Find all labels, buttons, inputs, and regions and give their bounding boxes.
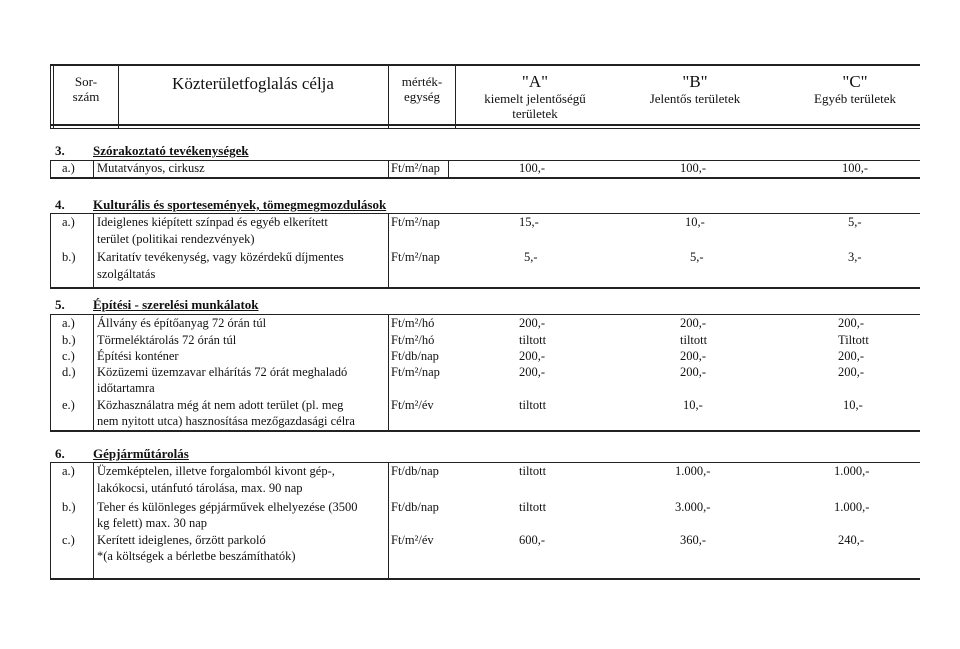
row-text-line1: Közhasználatra még át nem adott terület (pl. meg: [97, 398, 344, 412]
row-unit: Ft/db/nap: [391, 349, 439, 363]
header-col-c-title: "C": [842, 72, 868, 91]
section-title: Építési - szerelési munkálatok: [93, 297, 259, 312]
section-title: Szórakoztató tevékenységek: [93, 143, 249, 158]
header-col-b: [615, 72, 775, 106]
header-col-c: [780, 72, 930, 106]
row-unit: Ft/m²/nap: [391, 250, 440, 264]
row-value-c: 5,-: [848, 215, 862, 229]
row-value-a: tiltott: [519, 464, 547, 478]
row-value-c: 10,-: [843, 398, 863, 412]
row-value-a: 5,-: [524, 250, 538, 264]
row-text-line2: *(a költségek a bérletbe beszámíthatók): [97, 549, 296, 563]
row-id: a.): [62, 316, 75, 330]
row-id: a.): [62, 215, 75, 229]
row-value-a: 100,-: [519, 161, 546, 175]
row-value-b: 360,-: [680, 533, 707, 547]
header-col-a-sub1: kiemelt jelentőségű: [484, 91, 586, 106]
header-col-a-title: "A": [521, 72, 549, 91]
section-title: Gépjárműtárolás: [93, 446, 189, 461]
section-number: 4.: [55, 197, 65, 212]
row-text-line1: Üzemképtelen, illetve forgalomból kivont gép-,: [97, 464, 335, 478]
row-id: b.): [62, 500, 76, 514]
row-value-b: 1.000,-: [675, 464, 711, 478]
header-col-number-line2: szám: [72, 89, 100, 104]
row-value-b: 200,-: [680, 349, 707, 363]
row-value-a: 200,-: [519, 349, 546, 363]
row-value-a: 200,-: [519, 365, 546, 379]
row-value-c: 200,-: [838, 365, 865, 379]
row-text-line2: időtartamra: [97, 381, 155, 395]
row-id: e.): [62, 398, 75, 412]
row-id: a.): [62, 161, 75, 175]
row-value-b: 100,-: [680, 161, 707, 175]
header-col-c-sub: Egyéb területek: [814, 91, 896, 106]
row-id: a.): [62, 464, 75, 478]
section-number: 6.: [55, 446, 65, 461]
header-col-b-title: "B": [682, 72, 708, 91]
header-col-purpose: Közterületfoglalás célja: [172, 74, 334, 93]
row-unit: Ft/db/nap: [391, 464, 439, 478]
row-id: c.): [62, 349, 75, 363]
row-value-c: 100,-: [842, 161, 869, 175]
header-col-unit-line1: mérték-: [401, 74, 443, 89]
header-col-number-line1: Sor-: [74, 74, 98, 89]
row-value-c: 240,-: [838, 533, 865, 547]
row-value-c: 3,-: [848, 250, 862, 264]
header-col-unit-line2: egység: [403, 89, 441, 104]
row-text-line2: kg felett) max. 30 nap: [97, 516, 208, 530]
row-text-line2: nem nyitott utca) hasznosítása mezőgazdasági célra: [97, 414, 355, 428]
row-unit: Ft/m²/nap: [391, 161, 440, 175]
row-value-c: Tiltott: [838, 333, 869, 347]
section-title: Kulturális és sportesemények, tömegmegmozdulások: [93, 197, 387, 212]
row-value-c: 200,-: [838, 349, 865, 363]
row-value-b: 200,-: [680, 365, 707, 379]
row-value-a: 15,-: [519, 215, 539, 229]
row-value-c: 1.000,-: [834, 500, 870, 514]
row-text-line1: Ideiglenes kiépített színpad és egyéb elkerített: [97, 215, 328, 229]
row-value-c: 200,-: [838, 316, 865, 330]
row-text-line1: Teher és különleges gépjárművek elhelyezése (3500: [97, 500, 358, 514]
row-value-a: tiltott: [519, 333, 547, 347]
row-text: Építési konténer: [97, 349, 179, 363]
row-id: b.): [62, 333, 76, 347]
row-unit: Ft/db/nap: [391, 500, 439, 514]
row-value-a: tiltott: [519, 398, 547, 412]
header-col-b-sub: Jelentős területek: [649, 91, 741, 106]
header-col-unit: [390, 74, 454, 104]
row-id: d.): [62, 365, 76, 379]
row-unit: Ft/m²/nap: [391, 215, 440, 229]
row-id: b.): [62, 250, 76, 264]
header-col-a-sub2: területek: [512, 106, 558, 121]
row-id: c.): [62, 533, 75, 547]
row-text-line2: szolgáltatás: [97, 267, 156, 281]
row-text-line1: Karitatív tevékenység, vagy közérdekű díjmentes: [97, 250, 344, 264]
row-unit: Ft/m²/év: [391, 398, 434, 412]
row-value-b: 10,-: [683, 398, 703, 412]
row-value-b: 5,-: [690, 250, 704, 264]
row-value-b: 3.000,-: [675, 500, 711, 514]
row-unit: Ft/m²/hó: [391, 333, 435, 347]
row-value-a: 600,-: [519, 533, 546, 547]
row-text: Törmeléktárolás 72 órán túl: [97, 333, 237, 347]
row-text-line2: lakókocsi, utánfutó tárolása, max. 90 nap: [97, 481, 303, 495]
header-col-a: [455, 72, 615, 121]
row-value-b: tiltott: [680, 333, 708, 347]
row-value-a: 200,-: [519, 316, 546, 330]
row-text: Mutatványos, cirkusz: [97, 161, 205, 175]
section-number: 3.: [55, 143, 65, 158]
row-value-b: 10,-: [685, 215, 705, 229]
header-col-number: [55, 74, 117, 104]
row-text-line1: Közüzemi üzemzavar elhárítás 72 órát meghaladó: [97, 365, 348, 379]
row-unit: Ft/m²/hó: [391, 316, 435, 330]
row-value-b: 200,-: [680, 316, 707, 330]
row-text-line1: Kerített ideiglenes, őrzött parkoló: [97, 533, 266, 547]
row-value-c: 1.000,-: [834, 464, 870, 478]
row-text: Állvány és építőanyag 72 órán túl: [97, 316, 267, 330]
section-number: 5.: [55, 297, 65, 312]
row-text-line2: terület (politikai rendezvények): [97, 232, 255, 246]
row-value-a: tiltott: [519, 500, 547, 514]
row-unit: Ft/m²/év: [391, 533, 434, 547]
row-unit: Ft/m²/nap: [391, 365, 440, 379]
